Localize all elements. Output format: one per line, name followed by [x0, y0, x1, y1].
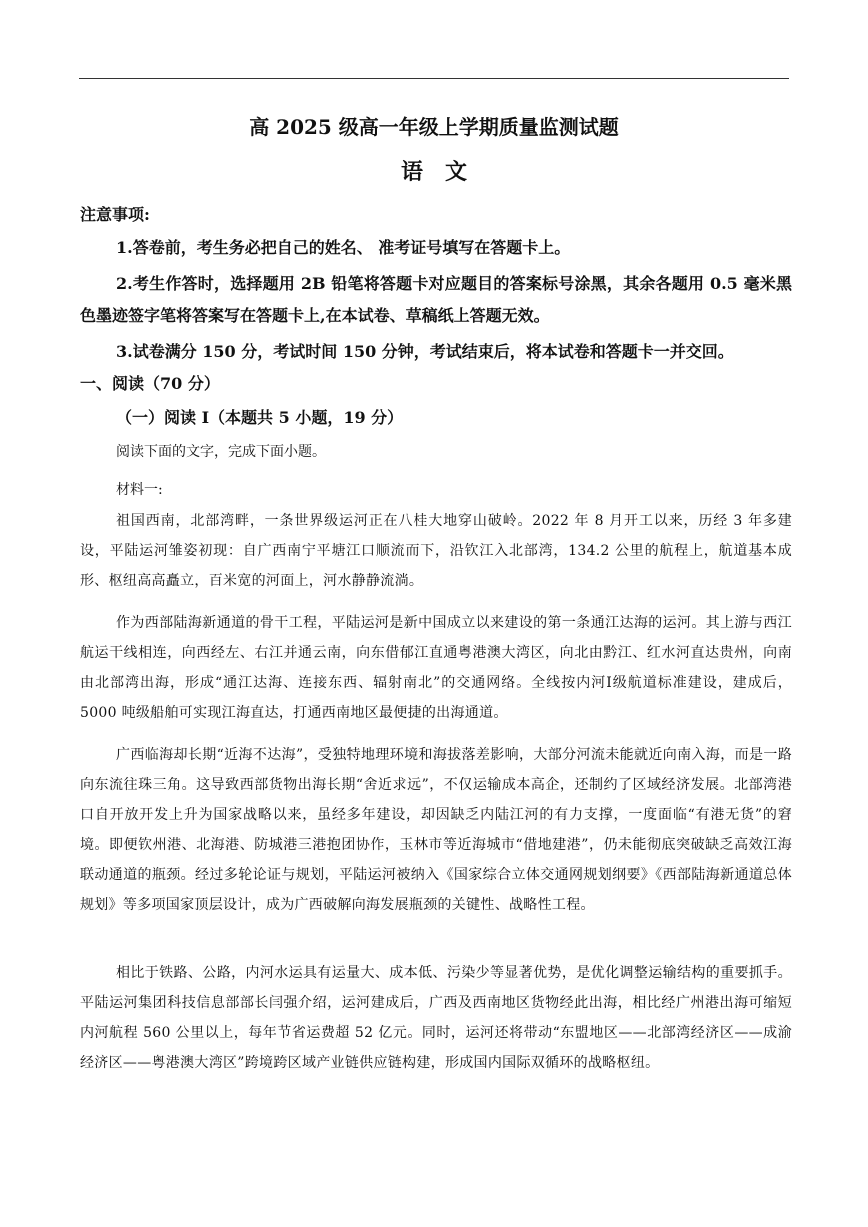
- subsection-heading: （一）阅读 I（本题共 5 小题，19 分）: [116, 408, 404, 427]
- material-label: 材料一:: [116, 482, 163, 498]
- exam-subject: 语文: [400, 159, 489, 185]
- exam-title: 高 2025 级高一年级上学期质量监测试题: [249, 115, 619, 139]
- material-paragraph: 作为西部陆海新通道的骨干工程，平陆运河是新中国成立以来建设的第一条通江达海的运河。其上游与西江航运干线相连，向西经左、右江并通云南，向东借郁江直通粤港澳大湾区，向北由黔江、红水河直达贵州，向南由北部湾出海，形成“通江达海、连接东西、辐射南北”的交通网络。全线按内河I级航道标准建设，建成后，5000 吨级船舶可实现江海直达，打通西南地区最便捷的出海通道。: [80, 615, 792, 721]
- notice-item: 3.试卷满分 150 分，考试时间 150 分钟，考试结束后，将本试卷和答题卡一并交回。: [116, 342, 734, 361]
- notice-item: 2.考生作答时，选择题用 2B 铅笔将答题卡对应题目的答案标号涂黑，其余各题用 0.5 毫米黑色墨迹签字笔将答案写在答题卡上,在本试卷、草稿纸上答题无效。: [80, 274, 792, 325]
- material-paragraph: 广西临海却长期“近海不达海”，受独特地理环境和海拔落差影响，大部分河流未能就近向南入海，而是一路向东流往珠三角。这导致西部货物出海长期“舍近求远”，不仅运输成本高企，还制约了区域经济发展。北部湾港口自开放开发上升为国家战略以来，虽经多年建设，却因缺乏内陆江河的有力支撑，一度面临“有港无货”的窘境。即便钦州港、北海港、防城港三港抱团协作，玉林市等近海城市“借地建港”，仍未能彻底突破缺乏高效江海联动通道的瓶颈。经过多轮论证与规划，平陆运河被纳入《国家综合立体交通网规划纲要》《西部陆海新通道总体规划》等多项国家顶层设计，成为广西破解向海发展瓶颈的关键性、战略性工程。: [80, 747, 792, 913]
- header-rule: [79, 78, 789, 79]
- notice-item: 1.答卷前，考生务必把自己的姓名、 准考证号填写在答题卡上。: [116, 238, 571, 257]
- material-paragraph: 祖国西南，北部湾畔，一条世界级运河正在八桂大地穿山破岭。2022 年 8 月开工以来，历经 3 年多建设，平陆运河雏姿初现：自广西南宁平塘江口顺流而下，沿钦江入北部湾，134.2 公里的航程上，航道基本成形、枢纽高高矗立，百米宽的河面上，河水静静流淌。: [80, 513, 792, 589]
- section-heading: 一、阅读（70 分）: [80, 374, 220, 393]
- reading-instruction: 阅读下面的文字，完成下面小题。: [116, 444, 326, 460]
- notice-heading: 注意事项:: [80, 205, 150, 224]
- material-paragraph: 相比于铁路、公路，内河水运具有运量大、成本低、污染少等显著优势，是优化调整运输结构的重要抓手。平陆运河集团科技信息部部长闫强介绍，运河建成后，广西及西南地区货物经此出海，相比经广州港出海可缩短内河航程 560 公里以上，每年节省运费超 52 亿元。同时，运河还将带动“东盟地区——北部湾经济区——成渝经济区——粤港澳大湾区”跨境跨区域产业链供应链构建，形成国内国际双循环的战略枢纽。: [80, 965, 792, 1071]
